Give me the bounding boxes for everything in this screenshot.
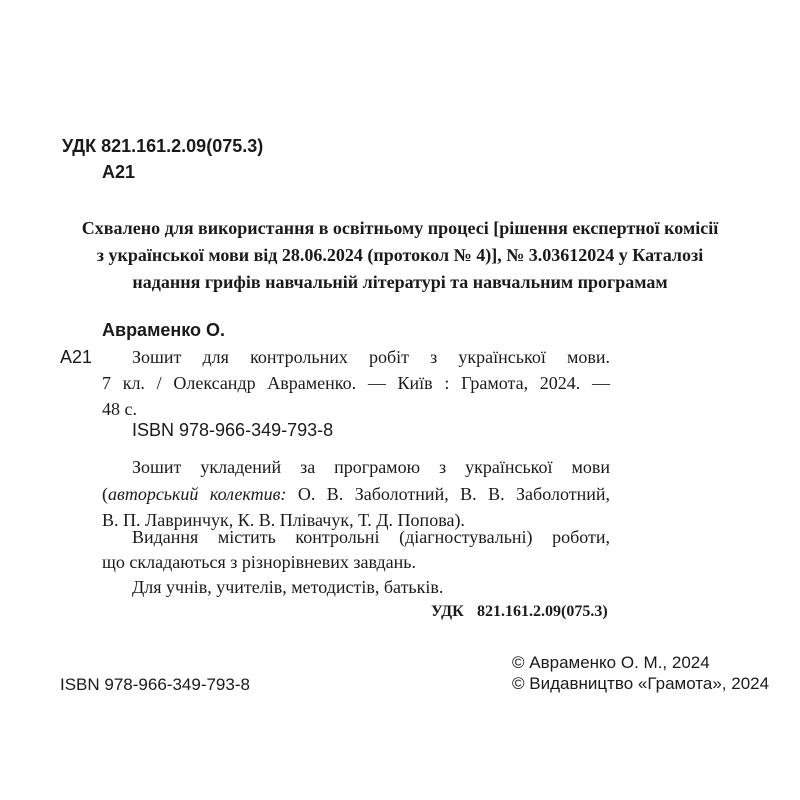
udc-footer-code: 821.161.2.09(075.3) (477, 603, 608, 620)
annotation-line-4: Видання містить контрольні (діагностувальні) роботи, (132, 527, 610, 547)
catalog-isbn: ISBN 978-966-349-793-8 (132, 420, 334, 440)
udc-footer-label: УДК (431, 603, 464, 620)
copyright-publisher: © Видавництво «Грамота», 2024 (512, 674, 770, 693)
footer-isbn: ISBN 978-966-349-793-8 (60, 675, 250, 694)
annotation-authors-label: авторський колектив: (108, 484, 287, 504)
approval-line-3: надання грифів навчальній літературі та навчальним програмам (132, 272, 668, 292)
copyright-author: © Авраменко О. М., 2024 (512, 653, 710, 672)
book-title-line-1: Зошит для контрольних робіт з української мови. (132, 347, 610, 367)
annotation-line-6: Для учнів, учителів, методистів, батьків. (132, 577, 444, 597)
annotation-line-3: В. П. Лавринчук, К. В. Плівачук, Т. Д. Попова). (102, 510, 465, 530)
book-pages: 48 с. (102, 399, 137, 419)
bbk-code: А21 (102, 162, 136, 182)
annotation-line-1: Зошит укладений за програмою з української мови (132, 457, 610, 477)
annotation-paren: ( (102, 484, 108, 504)
catalog-index: А21 (60, 347, 93, 367)
book-title-line-2: 7 кл. / Олександр Авраменко. — Київ : Грамота, 2024. — (102, 373, 610, 393)
udc-code: УДК 821.161.2.09(075.3) (62, 136, 264, 156)
annotation-authors-part-1: О. В. Заболотний, В. В. Заболотний, (286, 484, 610, 504)
annotation-line-2 (102, 482, 610, 506)
approval-line-2: з української мови від 28.06.2024 (протокол № 4)], № 3.03612024 у Каталозі (96, 245, 704, 265)
approval-line-1: Схвалено для використання в освітньому процесі [рішення експертної комісії (81, 218, 719, 238)
author-heading: Авраменко О. (102, 320, 226, 340)
annotation-line-5: що складаються з різнорівневих завдань. (102, 552, 417, 572)
